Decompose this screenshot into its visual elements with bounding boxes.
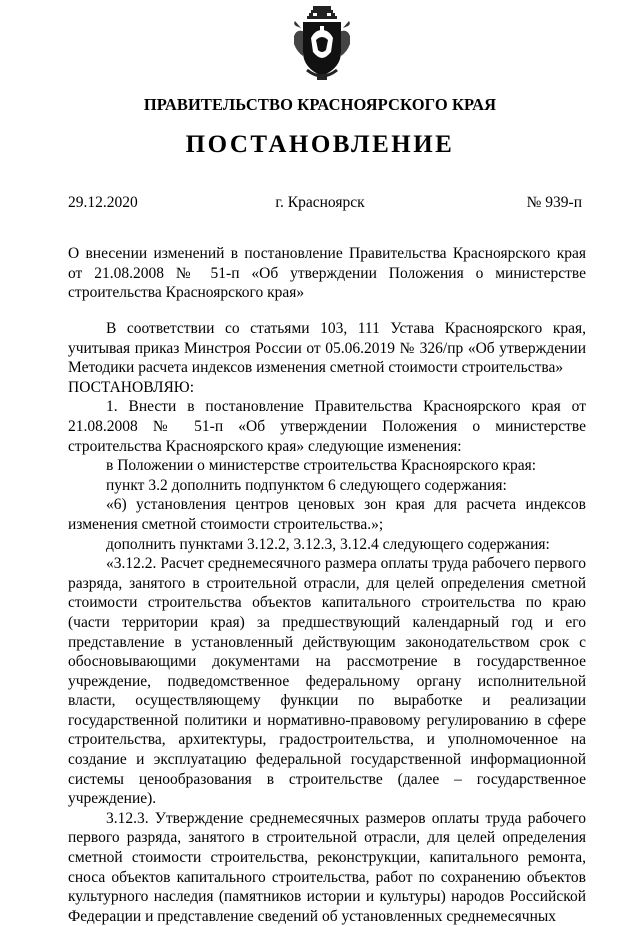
add-clauses-paragraph: дополнить пунктами 3.12.2, 3.12.3, 3.12.4 следующего содержания: [106, 535, 550, 553]
clause-3-2-paragraph: пункт 3.2 дополнить подпунктом 6 следующего содержания: [106, 476, 507, 494]
regulation-paragraph: в Положении о министерстве строительства Красноярского края: [106, 457, 537, 475]
item-1-paragraph: 1. Внести в постановление Правительства Красноярского края от 21.08.2008 № 51-п «Об утверждении Положения о министерстве строительства Красноярского края» следующие изменения: [68, 398, 586, 455]
document-number: № 939-п [526, 194, 582, 211]
document-body [68, 319, 586, 926]
subclause-6-paragraph: «6) установления центров ценовых зон края для расчета индексов изменения сметной стоимости строительства.»; [68, 496, 586, 533]
government-name: ПРАВИТЕЛЬСТВО КРАСНОЯРСКОГО КРАЯ [143, 95, 497, 114]
document-subject [68, 244, 586, 303]
document-type: ПОСТАНОВЛЕНИЕ [185, 131, 455, 158]
preamble-paragraph: В соответствии со статьями 103, 111 Устава Красноярского края, учитывая приказ Минстроя России от 05.06.2019 № 326/пр «Об утверждении Методики расчета индексов изменения сметной стоимости строительства» [68, 320, 586, 377]
decree-word: ПОСТАНОВЛЯЮ: [68, 378, 195, 396]
clause-3-12-3-paragraph: 3.12.3. Утверждение среднемесячных размеров оплаты труда рабочего первого разряда, занятого в строительной отрасли, для целей определения сметной стоимости строительства, реконструкции, капитального ремонта, сноса объектов капитального строительства, работ по сохранению объектов культурного наследия (памятников истории и культуры) народов Российской Федерации и представление сведений об установленных среднемесячных [68, 809, 586, 925]
subject-text: О внесении изменений в постановление Правительства Красноярского края от 21.08.2008 № 51-п «Об утверждении Положения о министерстве строительства Красноярского края» [68, 245, 586, 302]
document-city: г. Красноярск [275, 194, 365, 211]
coat-of-arms-icon [293, 6, 351, 82]
clause-3-12-2-paragraph: «3.12.2. Расчет среднемесячного размера оплаты труда рабочего первого разряда, занятого в строительной отрасли, для целей определения сметной стоимости строительства объектов капитального строительства по краю (части территории края) за предшествующий календарный год и его представление в установленный действующим законодательством срок с обосновывающими документами на рассмотрение в государственное учреждение, подведомственное федеральному органу исполнительной власти, осуществляющему функции по выработке и реализации государственной политики и нормативно-правовому регулированию в сфере строительства, архитектуры, градостроительства, и уполномоченное на создание и эксплуатацию федеральной государственной информационной системы ценообразования в строительстве (далее – государственное учреждение). [68, 555, 586, 808]
document-date: 29.12.2020 [68, 194, 138, 211]
